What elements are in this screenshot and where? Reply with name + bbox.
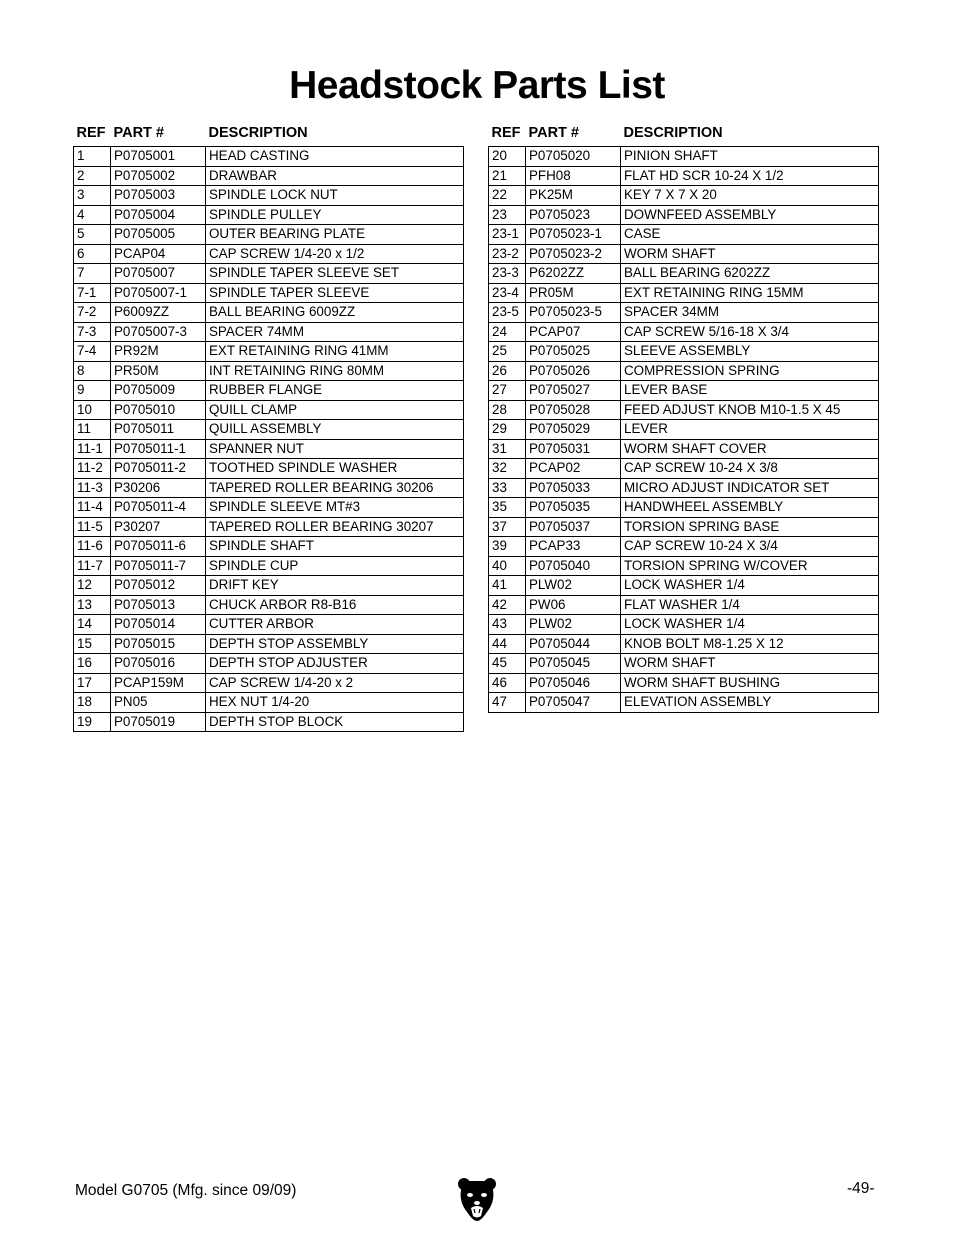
table-row <box>489 381 879 401</box>
parts-table-left-body <box>74 147 464 732</box>
table-row <box>489 400 879 420</box>
cell-part-number: P0705023-2 <box>526 244 621 264</box>
cell-ref: 23-1 <box>489 225 526 245</box>
table-row <box>74 147 464 167</box>
header-description: DESCRIPTION <box>623 125 723 141</box>
table-row <box>489 186 879 206</box>
cell-part-number: PR92M <box>111 342 206 362</box>
cell-description: EXT RETAINING RING 15MM <box>621 283 879 303</box>
cell-ref: 12 <box>74 576 111 596</box>
table-row <box>489 244 879 264</box>
cell-part-number: PN05 <box>111 693 206 713</box>
cell-ref: 28 <box>489 400 526 420</box>
table-row <box>489 420 879 440</box>
cell-ref: 39 <box>489 537 526 557</box>
cell-description: WORM SHAFT <box>621 244 879 264</box>
table-row <box>74 205 464 225</box>
cell-part-number: P0705045 <box>526 654 621 674</box>
table-row <box>74 244 464 264</box>
cell-part-number: P0705011-4 <box>111 498 206 518</box>
cell-ref: 2 <box>74 166 111 186</box>
cell-ref: 10 <box>74 400 111 420</box>
table-row <box>489 205 879 225</box>
cell-part-number: PR05M <box>526 283 621 303</box>
table-row <box>74 673 464 693</box>
table-header-row <box>74 124 464 147</box>
cell-part-number: P0705023-5 <box>526 303 621 323</box>
cell-description: INT RETAINING RING 80MM <box>206 361 464 381</box>
cell-description: RUBBER FLANGE <box>206 381 464 401</box>
table-row <box>489 459 879 479</box>
cell-description: BALL BEARING 6202ZZ <box>621 264 879 284</box>
cell-part-number: PCAP04 <box>111 244 206 264</box>
cell-description: DRAWBAR <box>206 166 464 186</box>
table-row <box>74 439 464 459</box>
cell-description: SPANNER NUT <box>206 439 464 459</box>
cell-part-number: P0705007 <box>111 264 206 284</box>
cell-part-number: P0705004 <box>111 205 206 225</box>
table-row <box>489 673 879 693</box>
cell-ref: 4 <box>74 205 111 225</box>
cell-ref: 1 <box>74 147 111 167</box>
cell-ref: 11-4 <box>74 498 111 518</box>
cell-part-number: P0705001 <box>111 147 206 167</box>
cell-part-number: P0705005 <box>111 225 206 245</box>
cell-description: TORSION SPRING BASE <box>621 517 879 537</box>
cell-ref: 15 <box>74 634 111 654</box>
header-description: DESCRIPTION <box>208 125 308 141</box>
cell-ref: 14 <box>74 615 111 635</box>
cell-description: DEPTH STOP ADJUSTER <box>206 654 464 674</box>
cell-ref: 5 <box>74 225 111 245</box>
cell-part-number: P0705023-1 <box>526 225 621 245</box>
table-row <box>74 400 464 420</box>
cell-description: KEY 7 X 7 X 20 <box>621 186 879 206</box>
cell-ref: 7-3 <box>74 322 111 342</box>
cell-description: LEVER <box>621 420 879 440</box>
cell-part-number: P0705014 <box>111 615 206 635</box>
cell-part-number: PK25M <box>526 186 621 206</box>
table-row <box>489 615 879 635</box>
cell-ref: 23 <box>489 205 526 225</box>
cell-part-number: P0705046 <box>526 673 621 693</box>
header-ref: REF <box>76 125 106 141</box>
table-row <box>74 478 464 498</box>
cell-description: WORM SHAFT COVER <box>621 439 879 459</box>
table-row <box>489 439 879 459</box>
table-row <box>74 381 464 401</box>
cell-part-number: P0705007-1 <box>111 283 206 303</box>
cell-description: SPINDLE TAPER SLEEVE <box>206 283 464 303</box>
cell-ref: 23-4 <box>489 283 526 303</box>
table-row <box>489 634 879 654</box>
cell-part-number: P0705007-3 <box>111 322 206 342</box>
table-row <box>489 576 879 596</box>
page-number: -49- <box>847 1180 875 1197</box>
cell-ref: 43 <box>489 615 526 635</box>
cell-description: HANDWHEEL ASSEMBLY <box>621 498 879 518</box>
table-row <box>489 537 879 557</box>
cell-ref: 6 <box>74 244 111 264</box>
cell-description: BALL BEARING 6009ZZ <box>206 303 464 323</box>
cell-ref: 24 <box>489 322 526 342</box>
cell-part-number: P0705037 <box>526 517 621 537</box>
cell-part-number: P0705002 <box>111 166 206 186</box>
cell-part-number: PCAP159M <box>111 673 206 693</box>
table-row <box>489 166 879 186</box>
cell-part-number: P0705040 <box>526 556 621 576</box>
cell-ref: 22 <box>489 186 526 206</box>
cell-part-number: P0705009 <box>111 381 206 401</box>
cell-description: SPINDLE SLEEVE MT#3 <box>206 498 464 518</box>
cell-part-number: P0705035 <box>526 498 621 518</box>
parts-table-right <box>488 124 879 713</box>
cell-ref: 29 <box>489 420 526 440</box>
cell-part-number: P0705023 <box>526 205 621 225</box>
cell-description: DEPTH STOP BLOCK <box>206 712 464 732</box>
table-row <box>489 556 879 576</box>
cell-description: LEVER BASE <box>621 381 879 401</box>
cell-description: CAP SCREW 10-24 X 3/4 <box>621 537 879 557</box>
table-row <box>74 595 464 615</box>
cell-ref: 27 <box>489 381 526 401</box>
cell-ref: 46 <box>489 673 526 693</box>
cell-ref: 35 <box>489 498 526 518</box>
cell-description: CAP SCREW 1/4-20 x 2 <box>206 673 464 693</box>
table-row <box>489 303 879 323</box>
cell-ref: 11 <box>74 420 111 440</box>
cell-part-number: P0705011-2 <box>111 459 206 479</box>
cell-description: SPINDLE TAPER SLEEVE SET <box>206 264 464 284</box>
cell-ref: 19 <box>74 712 111 732</box>
cell-description: SLEEVE ASSEMBLY <box>621 342 879 362</box>
cell-part-number: P0705027 <box>526 381 621 401</box>
cell-description: EXT RETAINING RING 41MM <box>206 342 464 362</box>
table-row <box>489 654 879 674</box>
cell-ref: 41 <box>489 576 526 596</box>
cell-description: TOOTHED SPINDLE WASHER <box>206 459 464 479</box>
cell-ref: 23-2 <box>489 244 526 264</box>
table-row <box>489 225 879 245</box>
cell-description: OUTER BEARING PLATE <box>206 225 464 245</box>
header-part: PART # <box>528 125 579 141</box>
bear-head-icon <box>457 1176 497 1222</box>
cell-ref: 11-1 <box>74 439 111 459</box>
table-row <box>74 517 464 537</box>
cell-part-number: P30206 <box>111 478 206 498</box>
cell-part-number: PR50M <box>111 361 206 381</box>
header-ref: REF <box>491 125 521 141</box>
cell-description: WORM SHAFT BUSHING <box>621 673 879 693</box>
cell-ref: 13 <box>74 595 111 615</box>
table-row <box>489 478 879 498</box>
cell-ref: 11-2 <box>74 459 111 479</box>
cell-part-number: P30207 <box>111 517 206 537</box>
cell-description: SPINDLE PULLEY <box>206 205 464 225</box>
cell-part-number: PLW02 <box>526 615 621 635</box>
cell-ref: 3 <box>74 186 111 206</box>
cell-description: DOWNFEED ASSEMBLY <box>621 205 879 225</box>
table-row <box>489 342 879 362</box>
cell-part-number: P0705044 <box>526 634 621 654</box>
cell-part-number: P6009ZZ <box>111 303 206 323</box>
cell-description: TAPERED ROLLER BEARING 30206 <box>206 478 464 498</box>
cell-ref: 11-5 <box>74 517 111 537</box>
table-row <box>489 264 879 284</box>
cell-description: SPINDLE LOCK NUT <box>206 186 464 206</box>
cell-description: QUILL ASSEMBLY <box>206 420 464 440</box>
cell-description: CUTTER ARBOR <box>206 615 464 635</box>
cell-description: KNOB BOLT M8-1.25 X 12 <box>621 634 879 654</box>
table-row <box>74 576 464 596</box>
table-row <box>74 654 464 674</box>
cell-description: CHUCK ARBOR R8-B16 <box>206 595 464 615</box>
cell-description: DRIFT KEY <box>206 576 464 596</box>
table-row <box>74 186 464 206</box>
cell-description: SPACER 34MM <box>621 303 879 323</box>
table-row <box>74 712 464 732</box>
cell-part-number: P0705047 <box>526 693 621 713</box>
cell-description: HEAD CASTING <box>206 147 464 167</box>
table-row <box>74 459 464 479</box>
table-row <box>489 498 879 518</box>
cell-ref: 18 <box>74 693 111 713</box>
cell-part-number: P6202ZZ <box>526 264 621 284</box>
cell-part-number: P0705011-7 <box>111 556 206 576</box>
cell-ref: 11-6 <box>74 537 111 557</box>
cell-description: TAPERED ROLLER BEARING 30207 <box>206 517 464 537</box>
cell-part-number: P0705011-6 <box>111 537 206 557</box>
cell-ref: 31 <box>489 439 526 459</box>
cell-part-number: P0705003 <box>111 186 206 206</box>
table-row <box>74 264 464 284</box>
cell-part-number: P0705029 <box>526 420 621 440</box>
table-row <box>74 634 464 654</box>
cell-description: ELEVATION ASSEMBLY <box>621 693 879 713</box>
cell-ref: 37 <box>489 517 526 537</box>
table-row <box>74 322 464 342</box>
cell-description: WORM SHAFT <box>621 654 879 674</box>
table-row <box>74 225 464 245</box>
table-row <box>74 283 464 303</box>
cell-part-number: PCAP07 <box>526 322 621 342</box>
cell-ref: 8 <box>74 361 111 381</box>
cell-part-number: P0705026 <box>526 361 621 381</box>
cell-ref: 26 <box>489 361 526 381</box>
cell-part-number: P0705031 <box>526 439 621 459</box>
cell-part-number: P0705025 <box>526 342 621 362</box>
cell-ref: 17 <box>74 673 111 693</box>
cell-ref: 7-1 <box>74 283 111 303</box>
cell-description: CAP SCREW 5/16-18 X 3/4 <box>621 322 879 342</box>
cell-part-number: P0705010 <box>111 400 206 420</box>
cell-part-number: PFH08 <box>526 166 621 186</box>
cell-ref: 47 <box>489 693 526 713</box>
cell-part-number: P0705011 <box>111 420 206 440</box>
table-row <box>489 517 879 537</box>
table-row <box>74 342 464 362</box>
cell-ref: 25 <box>489 342 526 362</box>
cell-part-number: P0705013 <box>111 595 206 615</box>
table-row <box>74 303 464 323</box>
table-row <box>489 283 879 303</box>
cell-ref: 9 <box>74 381 111 401</box>
cell-description: TORSION SPRING W/COVER <box>621 556 879 576</box>
cell-description: CAP SCREW 1/4-20 x 1/2 <box>206 244 464 264</box>
cell-ref: 44 <box>489 634 526 654</box>
table-row <box>489 693 879 713</box>
cell-description: CASE <box>621 225 879 245</box>
cell-part-number: P0705020 <box>526 147 621 167</box>
cell-ref: 45 <box>489 654 526 674</box>
cell-part-number: P0705012 <box>111 576 206 596</box>
cell-ref: 23-5 <box>489 303 526 323</box>
cell-ref: 23-3 <box>489 264 526 284</box>
table-row <box>74 693 464 713</box>
cell-ref: 7 <box>74 264 111 284</box>
header-part: PART # <box>113 125 164 141</box>
cell-ref: 40 <box>489 556 526 576</box>
table-row <box>489 322 879 342</box>
table-row <box>489 595 879 615</box>
cell-ref: 33 <box>489 478 526 498</box>
table-row <box>74 556 464 576</box>
table-row <box>74 166 464 186</box>
cell-ref: 11-7 <box>74 556 111 576</box>
cell-part-number: PCAP02 <box>526 459 621 479</box>
parts-table-right-body <box>489 147 879 713</box>
cell-ref: 7-4 <box>74 342 111 362</box>
cell-ref: 32 <box>489 459 526 479</box>
cell-description: LOCK WASHER 1/4 <box>621 576 879 596</box>
cell-description: COMPRESSION SPRING <box>621 361 879 381</box>
table-row <box>74 498 464 518</box>
cell-description: DEPTH STOP ASSEMBLY <box>206 634 464 654</box>
cell-ref: 21 <box>489 166 526 186</box>
table-row <box>489 147 879 167</box>
cell-ref: 7-2 <box>74 303 111 323</box>
cell-description: QUILL CLAMP <box>206 400 464 420</box>
cell-part-number: P0705033 <box>526 478 621 498</box>
page-title: Headstock Parts List <box>289 64 665 107</box>
footer-model: Model G0705 (Mfg. since 09/09) <box>75 1182 297 1199</box>
table-row <box>74 615 464 635</box>
cell-part-number: P0705011-1 <box>111 439 206 459</box>
cell-description: SPINDLE CUP <box>206 556 464 576</box>
cell-ref: 42 <box>489 595 526 615</box>
cell-ref: 20 <box>489 147 526 167</box>
cell-description: PINION SHAFT <box>621 147 879 167</box>
cell-part-number: PCAP33 <box>526 537 621 557</box>
table-row <box>74 537 464 557</box>
cell-description: HEX NUT 1/4-20 <box>206 693 464 713</box>
cell-description: FLAT HD SCR 10-24 X 1/2 <box>621 166 879 186</box>
parts-table-left <box>73 124 464 732</box>
cell-description: MICRO ADJUST INDICATOR SET <box>621 478 879 498</box>
cell-part-number: PW06 <box>526 595 621 615</box>
table-header-row <box>489 124 879 147</box>
table-row <box>489 361 879 381</box>
cell-description: FLAT WASHER 1/4 <box>621 595 879 615</box>
cell-ref: 11-3 <box>74 478 111 498</box>
cell-part-number: P0705028 <box>526 400 621 420</box>
cell-ref: 16 <box>74 654 111 674</box>
cell-part-number: PLW02 <box>526 576 621 596</box>
cell-part-number: P0705015 <box>111 634 206 654</box>
cell-part-number: P0705016 <box>111 654 206 674</box>
table-row <box>74 361 464 381</box>
cell-description: LOCK WASHER 1/4 <box>621 615 879 635</box>
cell-description: SPINDLE SHAFT <box>206 537 464 557</box>
cell-description: SPACER 74MM <box>206 322 464 342</box>
cell-description: CAP SCREW 10-24 X 3/8 <box>621 459 879 479</box>
cell-description: FEED ADJUST KNOB M10-1.5 X 45 <box>621 400 879 420</box>
cell-part-number: P0705019 <box>111 712 206 732</box>
table-row <box>74 420 464 440</box>
